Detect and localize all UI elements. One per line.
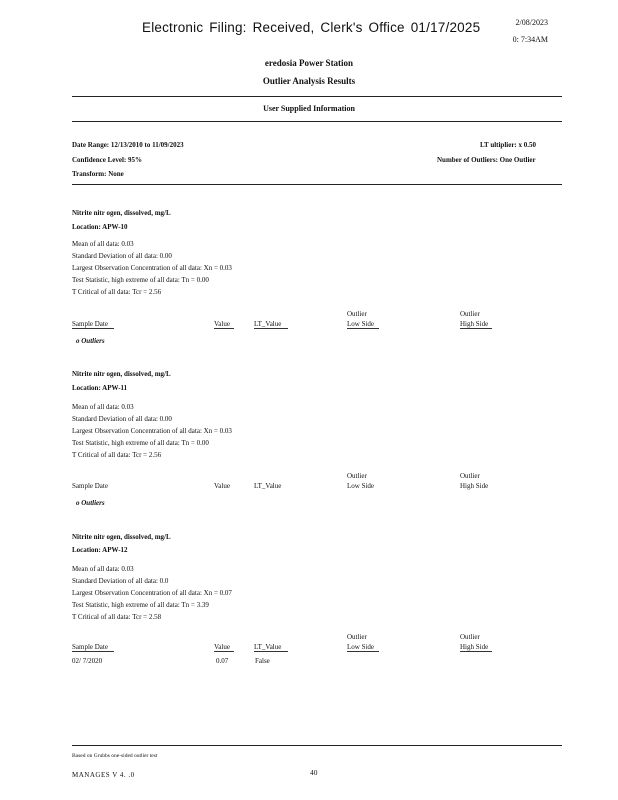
col-high-side: High Side [460, 320, 492, 329]
footer-note: Based on Grubbs one-sided outlier test [72, 753, 158, 759]
no-outliers: o Outliers [76, 499, 105, 507]
parameter-name: Nitrite nitr ogen, dissolved, mg/L [72, 533, 171, 541]
date-range: Date Range: 12/13/2010 to 11/09/2023 [72, 141, 184, 149]
col-outlier-high: Outlier [460, 633, 480, 641]
col-outlier-high: Outlier [460, 472, 480, 480]
col-high-side: High Side [460, 643, 492, 652]
col-outlier-low: Outlier [347, 633, 367, 641]
mean: Mean of all data: 0.03 [72, 403, 134, 411]
location: Location: APW-10 [72, 223, 128, 231]
col-outlier-low: Outlier [347, 472, 367, 480]
t-critical: T Critical of all data: Tcr = 2.58 [72, 613, 162, 621]
col-value: Value [214, 482, 230, 490]
report-title: Outlier Analysis Results [262, 76, 356, 86]
no-outliers: o Outliers [76, 337, 105, 345]
stamp-date: 2/08/2023 [515, 18, 548, 27]
col-high-side: High Side [460, 482, 489, 490]
col-outlier-low: Outlier [347, 310, 367, 318]
largest-observation: Largest Observation Concentration of all data: Xn = 0.07 [72, 589, 232, 597]
col-value: Value [214, 320, 234, 329]
divider [72, 121, 562, 122]
station-name: eredosia Power Station [264, 58, 354, 68]
col-sample-date: Sample Date [72, 320, 114, 329]
test-statistic: Test Statistic, high extreme of all data: Tn = 0.00 [72, 439, 209, 447]
largest-observation: Largest Observation Concentration of all data: Xn = 0.03 [72, 264, 232, 272]
std-deviation: Standard Deviation of all data: 0.00 [72, 415, 172, 423]
parameter-name: Nitrite nitr ogen, dissolved, mg/L [72, 370, 171, 378]
mean: Mean of all data: 0.03 [72, 240, 134, 248]
col-low-side: Low Side [347, 320, 379, 329]
col-lt-value: LT_Value [254, 643, 288, 652]
number-of-outliers: Number of Outliers: One Outlier [437, 156, 536, 164]
t-critical: T Critical of all data: Tcr = 2.56 [72, 288, 162, 296]
location: Location: APW-12 [72, 546, 128, 554]
col-value: Value [214, 643, 234, 652]
confidence-level: Confidence Level: 95% [72, 156, 142, 164]
divider [72, 184, 562, 185]
stamp-time: 0: 7:34AM [512, 35, 548, 44]
divider [72, 96, 562, 97]
section-title: User Supplied Information [263, 104, 355, 113]
std-deviation: Standard Deviation of all data: 0.0 [72, 577, 169, 585]
row-lt-value: False [255, 657, 270, 665]
parameter-name: Nitrite nitr ogen, dissolved, mg/L [72, 209, 171, 217]
t-critical: T Critical of all data: Tcr = 2.56 [72, 451, 162, 459]
col-low-side: Low Side [347, 482, 375, 490]
software-version: MANAGES V 4. .0 [72, 771, 135, 779]
transform: Transform: None [72, 170, 124, 178]
std-deviation: Standard Deviation of all data: 0.00 [72, 252, 172, 260]
location: Location: APW-11 [72, 384, 128, 392]
lt-multiplier: LT ultiplier: x 0.50 [480, 141, 537, 149]
col-sample-date: Sample Date [72, 482, 108, 490]
footer-divider [72, 745, 562, 746]
col-low-side: Low Side [347, 643, 379, 652]
largest-observation: Largest Observation Concentration of all data: Xn = 0.03 [72, 427, 232, 435]
mean: Mean of all data: 0.03 [72, 565, 134, 573]
row-sample-date: 02/ 7/2020 [72, 657, 103, 665]
test-statistic: Test Statistic, high extreme of all data: Tn = 3.39 [72, 601, 209, 609]
row-value: 0.07 [216, 657, 229, 665]
page-number: 40 [310, 768, 318, 777]
col-sample-date: Sample Date [72, 643, 114, 652]
col-lt-value: LT_Value [254, 482, 282, 490]
col-lt-value: LT_Value [254, 320, 288, 329]
col-outlier-high: Outlier [460, 310, 480, 318]
test-statistic: Test Statistic, high extreme of all data: Tn = 0.00 [72, 276, 209, 284]
filing-stamp: Electronic Filing: Received, Clerk's Office 01/17/2025 [142, 20, 481, 35]
